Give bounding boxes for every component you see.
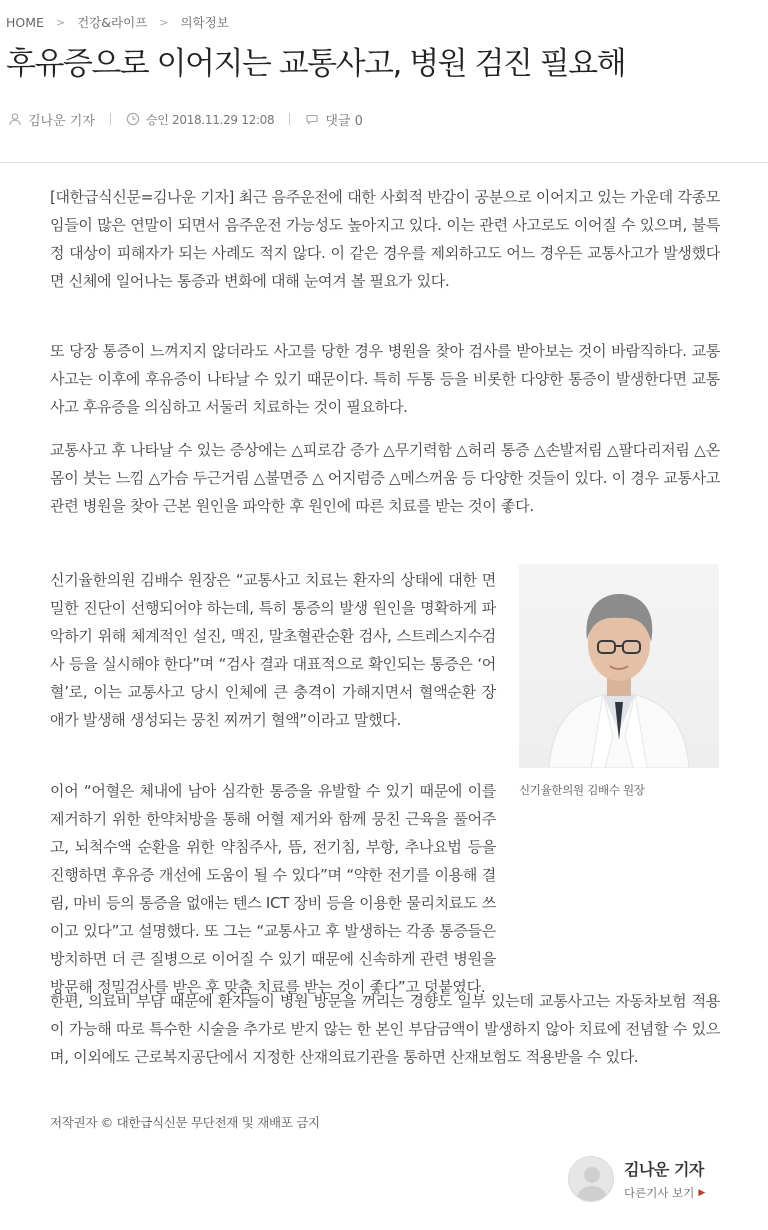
doctor-photo[interactable] [519, 564, 719, 768]
meta-divider [289, 113, 290, 125]
caret-right-icon: ▶ [698, 1188, 706, 1198]
author-name[interactable]: 김나운 기자 [28, 113, 95, 129]
copyright-notice: 저작권자 © 대한급식신문 무단전재 및 재배포 금지 [50, 1115, 320, 1130]
publish-date: 승인 2018.11.29 12:08 [145, 112, 275, 127]
meta-divider [110, 113, 111, 125]
breadcrumb-section-link[interactable]: 건강&라이프 [77, 15, 148, 30]
person-icon [569, 1157, 614, 1202]
breadcrumb-home-link[interactable]: HOME [6, 14, 44, 30]
doctor-portrait-icon [519, 564, 719, 768]
article-meta [8, 109, 363, 129]
comment-count[interactable]: 댓글 0 [325, 113, 363, 129]
article-photo-figure [519, 564, 719, 798]
reporter-box [568, 1156, 705, 1202]
reporter-info [624, 1157, 705, 1201]
article-paragraph: 또 당장 통증이 느껴지지 않더라도 사고를 당한 경우 병원을 찾아 검사를 받아보는 것이 바람직하다. 교통사고는 이후에 후유증이 나타날 수 있기 때문이다. 특히 두통 등을 비롯한 다양한 통증이 발생한다면 교통사고 후유증을 의심하고 서둘러 치료하는 것이 필요하다. [50, 342, 720, 416]
reporter-name[interactable]: 김나운 기자 [624, 1160, 704, 1179]
article-paragraph: [대한급식신문=김나운 기자] 최근 음주운전에 대한 사회적 반감이 공분으로 이어지고 있는 가운데 각종모임들이 많은 연말이 되면서 음주운전 가능성도 높아지고 있다. 이는 관련 사고로도 이어질 수 있으며, 불특정 대상이 피해자가 되는 사례도 적지 않다. 이 같은 경우를 제외하고도 어느 경우든 교통사고가 발생했다면 신체에 일어나는 통증과 변화에 대해 눈여겨 볼 필요가 있다. [50, 188, 720, 290]
comment-icon [305, 112, 319, 126]
article-paragraph: 신기율한의원 김배수 원장은 “교통사고 치료는 환자의 상태에 대한 면밀한 진단이 선행되어야 하는데, 특히 통증의 발생 원인을 명확하게 파악하기 위해 체계적인 설진, 맥진, 말초혈관순환 검사, 스트레스지수검사 등을 실시해야 한다”며 “검사 결과 대표적으로 확인되는 통증은 ‘어혈’로, 이는 교통사고 당시 인체에 큰 충격이 가해지면서 혈액순환 장애가 발생해 생성되는 뭉친 찌꺼기 혈액”이라고 말했다. [50, 571, 496, 729]
comments-info[interactable] [305, 110, 363, 129]
article-title: 후유증으로 이어지는 교통사고, 병원 검진 필요해 [6, 46, 626, 82]
reporter-avatar[interactable] [568, 1156, 614, 1202]
breadcrumb [6, 12, 229, 32]
article-paragraph-text: 이어 “어혈은 체내에 남아 심각한 통증을 유발할 수 있기 때문에 이를 제거하기 위한 한약처방을 통해 어혈 제거와 함께 뭉친 근육을 풀어주고, 뇌척수액 순환을 위한 약침주사, 뜸, 전기침, 부항, 추나요법 등을 진행하면 후유증 개선에 도움이 될 수 있다”며 “약한 전기를 이용해 결림, 마비 등의 통증을 없애는 텐스 ICT 장비 등을 이용한 물리치료도 쓰이고 있다”고 설명했다. 또 그는 “교통사고 후 발생하는 각종 통증들은 방치하면 더 큰 질병으로 이어질 수 있기 때문에 신속하게 관련 병원을 방문해 정밀검사를 받은 후 맞춤 치료를 받는 것이 좋다”고 덧붙였다. [50, 782, 496, 996]
other-articles-label[interactable]: 다른기사 보기 [624, 1186, 695, 1200]
photo-caption: 신기율한의원 김배수 원장 [519, 783, 645, 797]
article-paragraph: 한편, 의료비 부담 때문에 환자들이 병원 방문을 꺼리는 경향도 일부 있는데 교통사고는 자동차보험 적용이 가능해 따로 특수한 시술을 추가로 받지 않는 한 본인 부담금액이 발생하지 않아 치료에 전념할 수 있으며, 이외에도 근로복지공단에서 지정한 산재의료기관을 통하면 산재보험도 적용받을 수 있다. [50, 992, 720, 1066]
author-info [8, 110, 95, 129]
publish-info [126, 111, 274, 128]
breadcrumb-category-link[interactable]: 의학정보 [180, 15, 229, 30]
header-divider [0, 162, 768, 163]
article-paragraph [50, 777, 720, 996]
figure-wrap-space [496, 777, 720, 1013]
other-articles-link[interactable] [624, 1185, 705, 1201]
person-icon [8, 112, 22, 126]
chevron-right-icon: > [159, 15, 169, 29]
clock-icon [126, 112, 140, 126]
article-paragraph: 교통사고 후 나타날 수 있는 증상에는 △피로감 증가 △무기력함 △허리 통증 △손발저림 △팔다리저림 △온 몸이 붓는 느낌 △가슴 두근거림 △불면증 △ 어지럼증 △메스꺼움 등 다양한 것들이 있다. 이 경우 교통사고 관련 병원을 찾아 근본 원인을 파악한 후 원인에 따른 치료를 받는 것이 좋다. [50, 441, 720, 515]
chevron-right-icon: > [55, 15, 66, 29]
